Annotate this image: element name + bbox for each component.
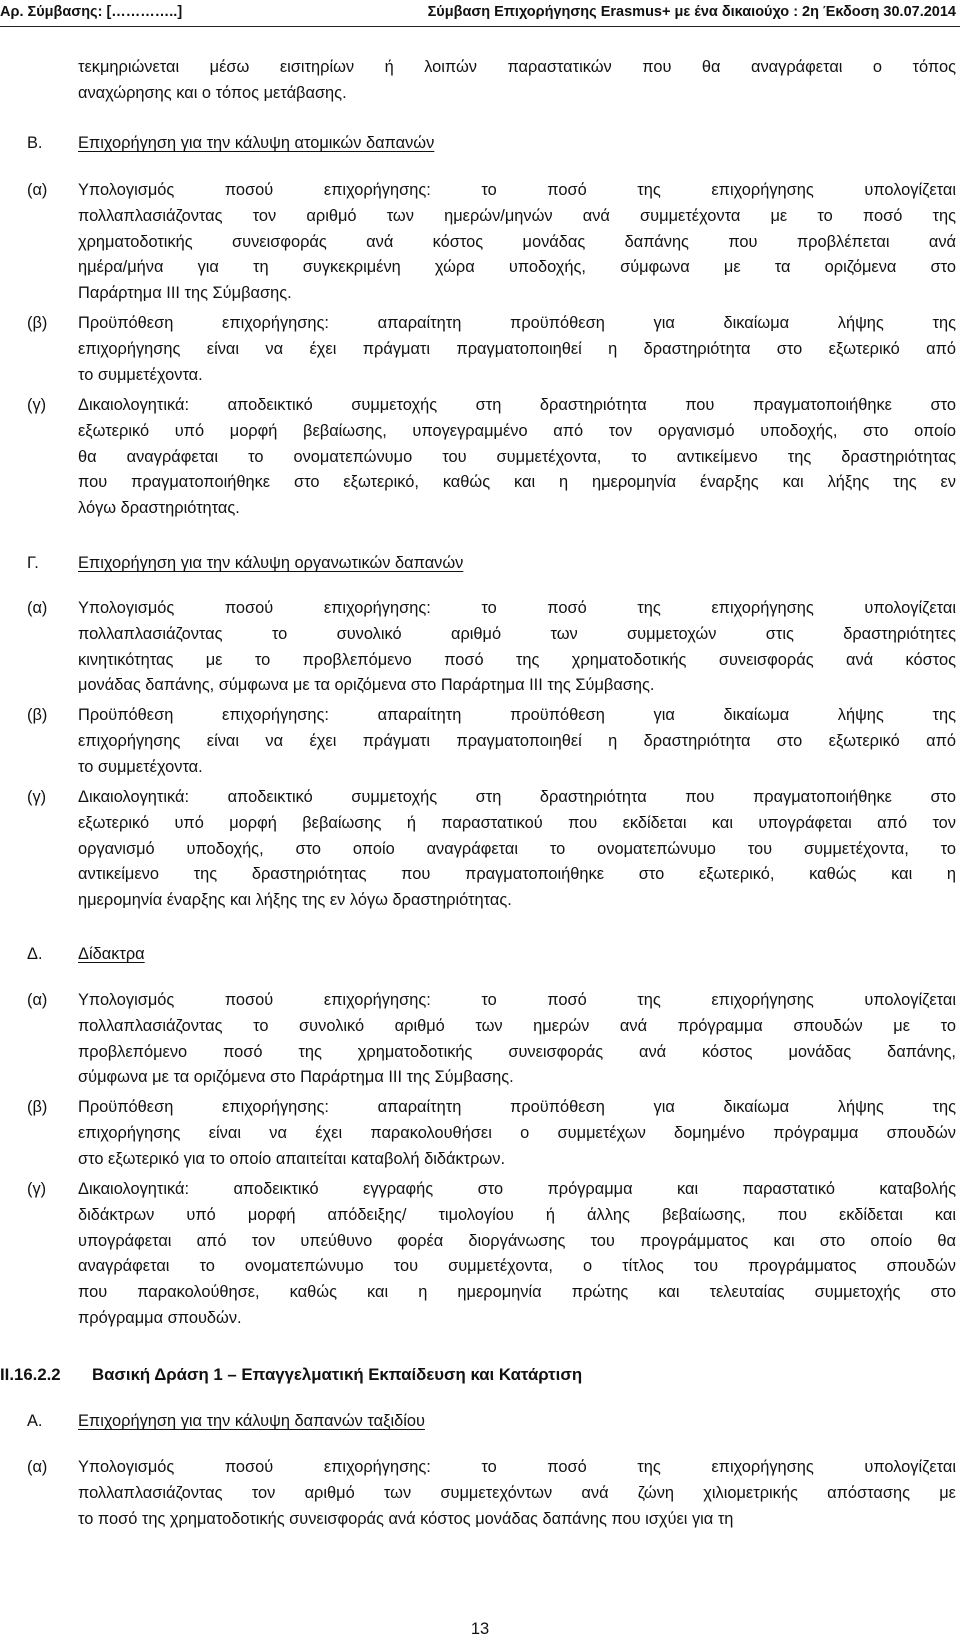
item-text-line: πολλαπλασιάζοντας το συνολικό αριθμό των ημερών ανά πρόγραμμα σπουδών με το — [78, 1016, 956, 1035]
section-label: Γ. — [27, 554, 39, 572]
section-title: Επιχορήγηση για την κάλυψη δαπανών ταξιδίου — [78, 1412, 425, 1430]
item-text-line: χρηματοδοτικής συνεισφοράς ανά κόστος μονάδας δαπάνης που προβλέπεται ανά — [78, 232, 956, 251]
item-label: (β) — [27, 706, 48, 724]
item-text-line: Υπολογισμός ποσού επιχορήγησης: το ποσό της επιχορήγησης υπολογίζεται — [78, 181, 956, 199]
page-number: 13 — [470, 1620, 490, 1638]
item-text-line: Υπολογισμός ποσού επιχορήγησης: το ποσό της επιχορήγησης υπολογίζεται — [78, 991, 956, 1009]
item-text-line: Παράρτημα ΙΙΙ της Σύμβασης. — [78, 284, 292, 303]
subsection-heading — [0, 1362, 582, 1388]
item-text-line: πρόγραμμα σπουδών. — [78, 1309, 242, 1327]
item-text-line: διδάκτρων υπό μορφή απόδειξης/ τιμολογίου ή άλλης βεβαίωσης, που εκδίδεται και — [78, 1205, 956, 1224]
section-heading — [27, 941, 145, 967]
section-heading — [27, 130, 434, 156]
item-text-line: Δικαιολογητικά: αποδεικτικό συμμετοχής στη δραστηριότητα που πραγματοποιήθηκε στο — [78, 396, 956, 414]
subsection-title: Βασική Δράση 1 – Επαγγελματική Εκπαίδευση και Κατάρτιση — [92, 1365, 583, 1384]
item-text-line: εξωτερικό υπό μορφή βεβαίωσης ή παραστατικού που εκδίδεται και υπογράφεται από τον — [78, 813, 956, 832]
item-text-line: επιχορήγησης είναι να έχει παρακολουθήσει ο συμμετέχων δομημένο πρόγραμμα σπουδών — [78, 1123, 956, 1142]
item-text-line: που παρακολούθησε, καθώς και η ημερομηνία πρώτης και τελευταίας συμμετοχής στο — [78, 1283, 956, 1302]
item-text-line: Δικαιολογητικά: αποδεικτικό εγγραφής στο πρόγραμμα και παραστατικό καταβολής — [78, 1180, 956, 1198]
item-text-line: ημέρα/μήνα για τη συγκεκριμένη χώρα υποδοχής, σύμφωνα με τα οριζόμενα στο — [78, 258, 956, 277]
item-label: (γ) — [27, 396, 47, 414]
item-text-line: θα αναγράφεται το ονοματεπώνυμο του συμμετέχοντα, το αντικείμενο της δραστηριότητας — [78, 447, 956, 466]
item-label: (β) — [27, 1098, 48, 1116]
section-title: Δίδακτρα — [78, 945, 145, 963]
item-text-line: οργανισμό υποδοχής, στο οποίο αναγράφεται το ονοματεπώνυμο του συμμετέχοντα, το — [78, 839, 956, 858]
item-text-line: το συμμετέχοντα. — [78, 757, 203, 776]
item-text-line: πολλαπλασιάζοντας τον αριθμό των συμμετεχόντων ανά ζώνη χιλιομετρικής απόστασης με — [78, 1483, 956, 1502]
section-label: Α. — [27, 1412, 43, 1430]
item-text-line: Δικαιολογητικά: αποδεικτικό συμμετοχής στη δραστηριότητα που πραγματοποιήθηκε στο — [78, 788, 956, 806]
intro-line: τεκμηριώνεται μέσω εισιτηρίων ή λοιπών παραστατικών που θα αναγράφεται ο τόπος — [78, 58, 956, 76]
item-text-line: αντικείμενο της δραστηριότητας που πραγματοποιήθηκε στο εξωτερικό, καθώς και η — [78, 865, 956, 884]
item-label: (γ) — [27, 1180, 47, 1198]
section-label: Δ. — [27, 945, 43, 963]
item-label: (α) — [27, 991, 48, 1009]
section-title: Επιχορήγηση για την κάλυψη ατομικών δαπανών — [78, 134, 435, 152]
section-heading — [27, 1408, 425, 1434]
item-label: (β) — [27, 314, 48, 332]
section-title: Επιχορήγηση για την κάλυψη οργανωτικών δαπανών — [78, 554, 464, 572]
document-title: Σύμβαση Επιχορήγησης Erasmus+ με ένα δικαιούχο : 2η Έκδοση 30.07.2014 — [427, 4, 956, 20]
item-text-line: πολλαπλασιάζοντας το συνολικό αριθμό των συμμετοχών στις δραστηριότητες — [78, 624, 956, 643]
item-text-line: το συμμετέχοντα. — [78, 365, 203, 384]
contract-number: Αρ. Σύμβασης: […………..] — [0, 4, 183, 20]
item-text-line: προβλεπόμενο ποσό της χρηματοδοτικής συνεισφοράς ανά κόστος μονάδας δαπάνης, — [78, 1042, 956, 1061]
item-text-line: μονάδας δαπάνης, σύμφωνα με τα οριζόμενα στο Παράρτημα ΙΙΙ της Σύμβασης. — [78, 676, 655, 695]
item-text-line: ημερομηνία έναρξης και λήξης της εν λόγω δραστηριότητας. — [78, 891, 512, 910]
item-text-line: το ποσό της χρηματοδοτικής συνεισφοράς ανά κόστος μονάδας δαπάνης που ισχύει για τη — [78, 1509, 734, 1528]
item-text-line: πολλαπλασιάζοντας τον αριθμό των ημερών/μηνών ανά συμμετέχοντα με το ποσό της — [78, 206, 956, 225]
item-text-line: Υπολογισμός ποσού επιχορήγησης: το ποσό της επιχορήγησης υπολογίζεται — [78, 1458, 956, 1476]
section-heading — [27, 550, 463, 576]
item-text-line: επιχορήγησης είναι να έχει πράγματι πραγματοποιηθεί η δραστηριότητα στο εξωτερικό από — [78, 339, 956, 358]
item-text-line: Προϋπόθεση επιχορήγησης: απαραίτητη προϋπόθεση για δικαίωμα λήψης της — [78, 706, 956, 724]
item-text-line: Υπολογισμός ποσού επιχορήγησης: το ποσό της επιχορήγησης υπολογίζεται — [78, 599, 956, 617]
item-text-line: επιχορήγησης είναι να έχει πράγματι πραγματοποιηθεί η δραστηριότητα στο εξωτερικό από — [78, 731, 956, 750]
item-text-line: Προϋπόθεση επιχορήγησης: απαραίτητη προϋπόθεση για δικαίωμα λήψης της — [78, 1098, 956, 1116]
intro-line: αναχώρησης και ο τόπος μετάβασης. — [78, 83, 347, 102]
item-text-line: κινητικότητας με το προβλεπόμενο ποσό της χρηματοδοτικής συνεισφοράς ανά κόστος — [78, 650, 956, 669]
item-text-line: που πραγματοποιήθηκε στο εξωτερικό, καθώς και η ημερομηνία έναρξης και λήξης της εν — [78, 473, 956, 492]
item-text-line: αναγράφεται το ονοματεπώνυμο του συμμετέχοντα, ο τίτλος του προγράμματος σπουδών — [78, 1257, 956, 1276]
item-label: (γ) — [27, 788, 47, 806]
item-label: (α) — [27, 599, 48, 617]
subsection-number: ΙΙ.16.2.2 — [0, 1365, 61, 1384]
item-text-line: λόγω δραστηριότητας. — [78, 499, 240, 518]
item-label: (α) — [27, 181, 48, 199]
item-text-line: Προϋπόθεση επιχορήγησης: απαραίτητη προϋπόθεση για δικαίωμα λήψης της — [78, 314, 956, 332]
item-text-line: σύμφωνα με τα οριζόμενα στο Παράρτημα ΙΙΙ της Σύμβασης. — [78, 1068, 514, 1087]
item-text-line: εξωτερικό υπό μορφή βεβαίωσης, υπογεγραμμένο από τον οργανισμό υποδοχής, στο οποίο — [78, 421, 956, 440]
item-label: (α) — [27, 1458, 48, 1476]
item-text-line: στο εξωτερικό για το οποίο απαιτείται καταβολή διδάκτρων. — [78, 1149, 506, 1168]
section-label: Β. — [27, 134, 43, 152]
item-text-line: υπογράφεται από τον υπεύθυνο φορέα διοργάνωσης του προγράμματος και στο οποίο θα — [78, 1231, 956, 1250]
